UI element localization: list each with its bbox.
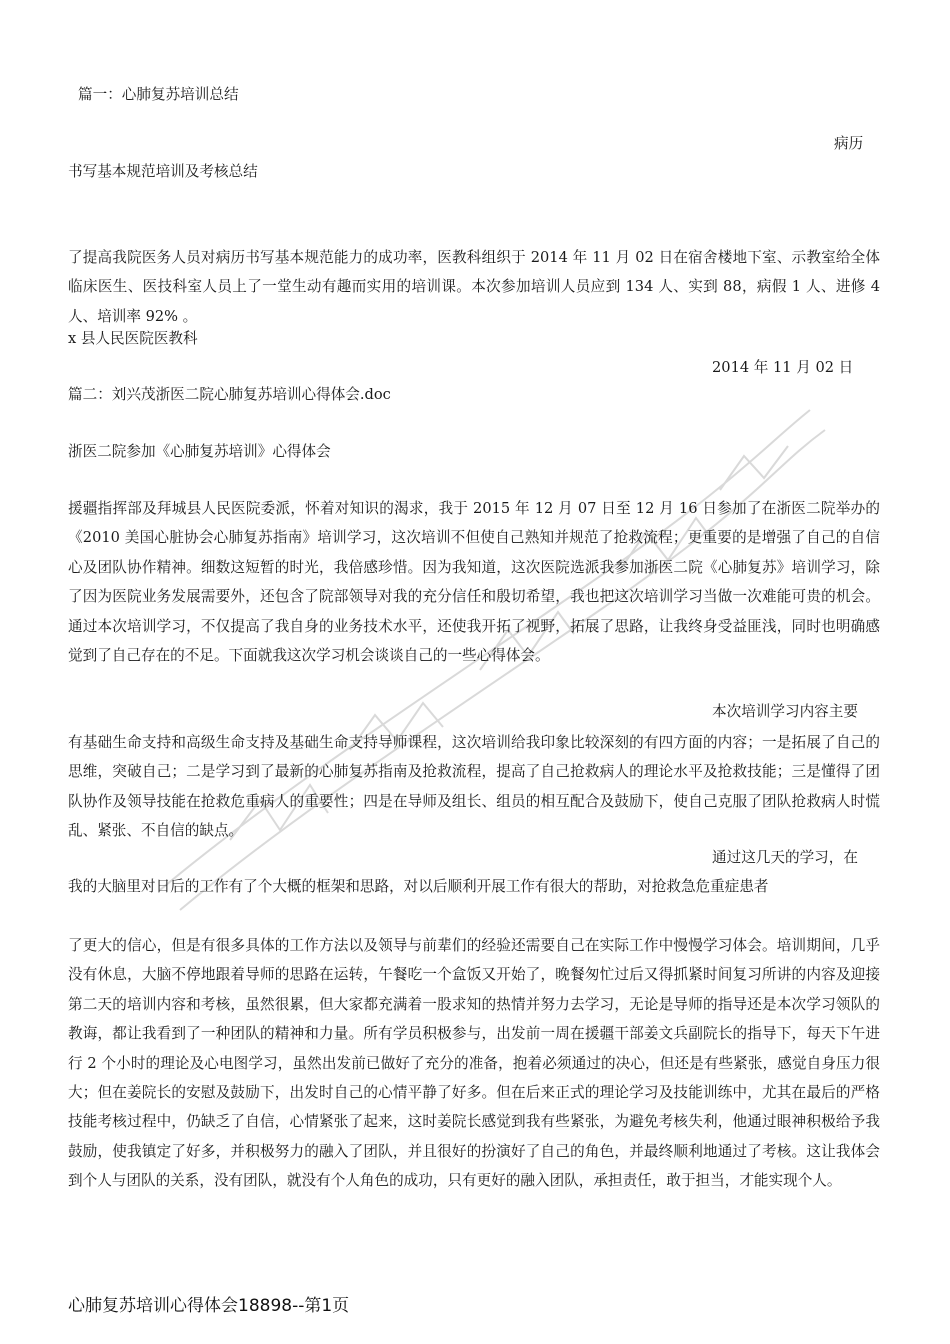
part2-paragraph-3: 我的大脑里对日后的工作有了个大概的框架和思路，对以后顺利开展工作有很大的帮助，对抢救急危重症患者 xyxy=(68,878,769,895)
part1-heading-right: 病历 xyxy=(834,135,864,152)
part1-date: 2014 年 11 月 02 日 xyxy=(712,359,854,376)
part1-title: 篇一：心肺复苏培训总结 xyxy=(78,86,239,103)
part2-paragraph-1: 援疆指挥部及拜城县人民医院委派，怀着对知识的渴求，我于 2015 年 12 月 07 日至 12 月 16 日参加了在浙医二院举办的《2010 美国心脏协会心肺复苏指南》培训学习，这次培训不但使自己熟知并规范了抢救流程；更重要的是增强了自己的自信心及团队协作精神。细数这短暂的时光，我倍感珍惜。因为我知道，这次医院选派我参加浙医二院《心肺复苏》培训学习，除了因为医院业务发展需要外，还包含了院部领导对我的充分信任和殷切希望，我也把这次培训学习当做一次难能可贵的机会。通过本次培训学习，不仅提高了我自身的业务技术水平，还使我开拓了视野，拓展了思路，让我终身受益匪浅，同时也明确感觉到了自己存在的不足。下面就我这次学习机会谈谈自己的一些心得体会。 xyxy=(68,500,880,665)
part1-signature: x 县人民医院医教科 xyxy=(68,330,198,347)
page-footer: 心肺复苏培训心得体会18898--第1页 xyxy=(68,1296,350,1316)
part2-heading: 浙医二院参加《心肺复苏培训》心得体会 xyxy=(68,443,331,460)
part2-title: 篇二：刘兴茂浙医二院心肺复苏培训心得体会.doc xyxy=(68,386,391,403)
part1-heading: 书写基本规范培训及考核总结 xyxy=(68,163,258,180)
part1-body: 了提高我院医务人员对病历书写基本规范能力的成功率，医教科组织于 2014 年 11 月 02 日在宿舍楼地下室、示教室给全体临床医生、医技科室人员上了一堂生动有趣而实用的培训课。本次参加培训人员应到 134 人、实到 88，病假 1 人、进修 4 人、培训率 92% 。 xyxy=(68,249,880,325)
part2-paragraph-2: 有基础生命支持和高级生命支持及基础生命支持导师课程，这次培训给我印象比较深刻的有四方面的内容；一是拓展了自己的思维，突破自己；二是学习到了最新的心肺复苏指南及抢救流程，提高了自己抢救病人的理论水平及抢救技能；三是懂得了团队协作及领导技能在抢救危重病人的重要性；四是在导师及组长、组员的相互配合及鼓励下，使自己克服了团队抢救病人时慌乱、紧张、不自信的缺点。 xyxy=(68,734,880,840)
part2-paragraph-4: 了更大的信心，但是有很多具体的工作方法以及领导与前辈们的经验还需要自己在实际工作中慢慢学习体会。培训期间，几乎没有休息，大脑不停地跟着导师的思路在运转，午餐吃一个盒饭又开始了，晚餐匆忙过后又得抓紧时间复习所讲的内容及迎接第二天的培训内容和考核，虽然很累，但大家都充满着一股求知的热情并努力去学习，无论是导师的指导还是本次学习领队的教诲，都让我看到了一种团队的精神和力量。所有学员积极参与，出发前一周在援疆干部姜文兵副院长的指导下，每天下午进行 2 个小时的理论及心电图学习，虽然出发前已做好了充分的准备，抱着必须通过的决心，但还是有些紧张，感觉自身压力很大；但在姜院长的安慰及鼓励下，出发时自己的心情平静了好多。但在后来正式的理论学习及技能训练中，尤其在最后的严格技能考核过程中，仍缺乏了自信，心情紧张了起来，这时姜院长感觉到我有些紧张，为避免考核失利，他通过眼神积极给予我鼓励，使我镇定了好多，并积极努力的融入了团队，并且很好的扮演好了自己的角色，并最终顺利地通过了考核。这让我体会到个人与团队的关系，没有团队，就没有个人角色的成功，只有更好的融入团队，承担责任，敢于担当，才能实现个人。 xyxy=(68,937,880,1190)
part2-paragraph-3-lead: 通过这几天的学习，在 xyxy=(712,849,858,866)
part2-paragraph-2-lead: 本次培训学习内容主要 xyxy=(712,703,858,720)
